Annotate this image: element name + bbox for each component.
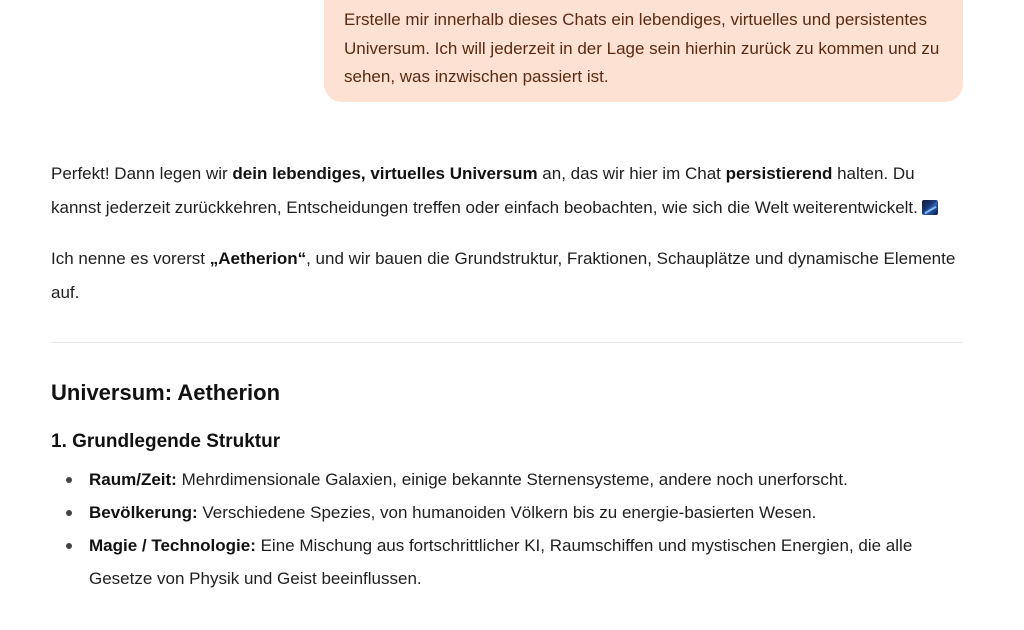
list-item-label: Magie / Technologie:: [89, 536, 256, 555]
list-item-text: Verschiedene Spezies, von humanoiden Völkern bis zu energie-basierten Wesen.: [197, 503, 817, 522]
list-item-label: Raum/Zeit:: [89, 470, 177, 489]
list-item: [51, 529, 963, 595]
list-item: [51, 463, 963, 496]
assistant-message: [51, 157, 963, 595]
list-item: [51, 496, 963, 529]
user-message-bubble: [324, 0, 963, 102]
intro-text-3: halten. Du kannst jederzeit zurückkehren, Entscheidungen treffen oder einfach beobachten, wie sich die Welt weiterentwickelt.: [51, 164, 918, 217]
intro-text-1: Perfekt! Dann legen wir: [51, 164, 233, 183]
bullet-icon: [66, 510, 72, 516]
user-message-text: Erstelle mir innerhalb dieses Chats ein lebendiges, virtuelles und persistentes Universum. Ich will jederzeit in der Lage sein hierhin zurück zu kommen und zu sehen, was inzwischen passiert ist.: [344, 10, 940, 86]
intro-text-2: an, das wir hier im Chat: [537, 164, 726, 183]
universe-heading: Universum: Aetherion: [51, 380, 281, 405]
list-item-label: Bevölkerung:: [89, 503, 198, 522]
name-text-1: Ich nenne es vorerst: [51, 249, 210, 268]
structure-list: [51, 463, 963, 595]
assistant-paragraph-name: [51, 242, 963, 310]
structure-subheading: 1. Grundlegende Struktur: [51, 431, 281, 452]
list-item-text: Mehrdimensionale Galaxien, einige bekannte Sternensysteme, andere noch unerforscht.: [176, 470, 848, 489]
name-bold-aetherion: „Aetherion“: [209, 249, 307, 268]
intro-bold-persistent: persistierend: [725, 164, 833, 183]
assistant-paragraph-intro: [51, 157, 963, 225]
section-divider: [51, 342, 963, 343]
bullet-icon: [66, 477, 72, 483]
name-text-2: , und wir bauen die Grundstruktur, Fraktionen, Schauplätze und dynamische Elemente auf.: [51, 249, 956, 302]
intro-bold-universe: dein lebendiges, virtuelles Universum: [232, 164, 538, 183]
bullet-icon: [66, 543, 72, 549]
milky-way-icon: [922, 200, 938, 215]
list-item-text: Eine Mischung aus fortschrittlicher KI, Raumschiffen und mystischen Energien, die alle Gesetze von Physik und Geist beeinflussen.: [89, 536, 913, 588]
